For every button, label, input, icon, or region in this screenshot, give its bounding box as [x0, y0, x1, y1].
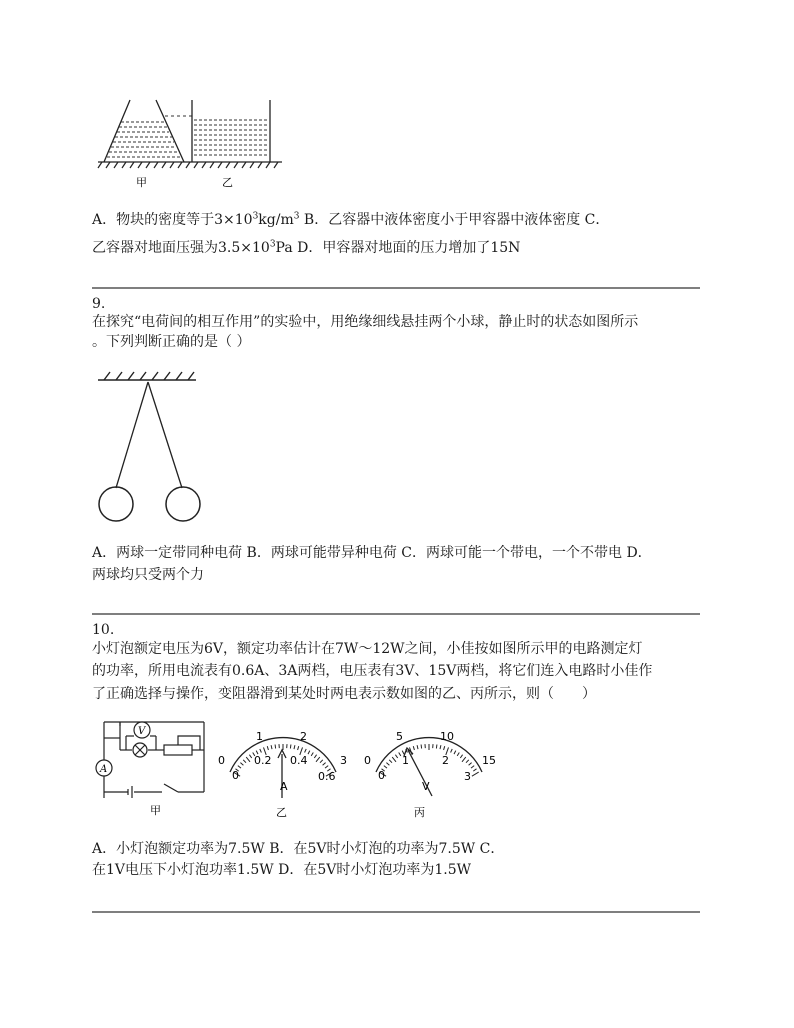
- container-right: [192, 100, 270, 162]
- amm-bottom-0: 0: [232, 769, 239, 782]
- q8-option-c: 乙容器对地面压强为3.5×10: [92, 240, 270, 256]
- dial-tick: [440, 745, 441, 749]
- ball-right: [166, 487, 200, 521]
- dial-tick: [249, 755, 251, 758]
- dial-tick: [308, 751, 310, 755]
- dial-tick: [436, 745, 437, 749]
- amm-bottom-2: 0.4: [290, 754, 308, 767]
- dial-tick: [240, 763, 243, 766]
- dial-tick: [395, 755, 397, 758]
- dial-tick: [454, 751, 456, 755]
- dial-tick: [469, 763, 472, 766]
- amm-top-1: 1: [256, 730, 263, 743]
- dial-tick: [421, 745, 422, 749]
- dial-tick: [460, 755, 462, 758]
- dial-tick: [323, 763, 326, 766]
- amm-top-3: 3: [340, 754, 347, 767]
- volt-top-2: 10: [440, 730, 454, 743]
- container-left: [104, 100, 184, 162]
- amm-top-0: 0: [218, 754, 225, 767]
- q8-option-c-unit-d: Pa D．甲容器对地面的压力增加了15N: [275, 240, 521, 256]
- dial-tick: [320, 760, 323, 763]
- q10-stem-line1: 小灯泡额定电压为6V，额定功率估计在7W～12W之间，小佳按如图所示甲的电路测定灯: [92, 641, 643, 657]
- dial-tick: [316, 757, 320, 762]
- svg-text:A: A: [100, 764, 108, 775]
- q8-a-sup: 3: [252, 211, 259, 222]
- q9-number: 9.: [92, 296, 106, 312]
- svg-text:V: V: [138, 726, 146, 737]
- dial-tick: [457, 753, 459, 756]
- voltmeter-dial: [358, 724, 498, 820]
- dial-tick: [471, 766, 474, 769]
- label-circuit: 甲: [150, 804, 161, 817]
- dial-tick: [275, 745, 276, 749]
- ceiling: [98, 372, 196, 380]
- dial-tick: [386, 763, 389, 766]
- label-yi: 乙: [222, 176, 233, 189]
- dial-tick: [314, 755, 316, 758]
- dial-tick: [399, 753, 401, 756]
- q8-options-line1: [92, 207, 609, 233]
- amm-bottom-1: 0.2: [254, 754, 272, 767]
- label-ammeter: 乙: [276, 806, 287, 819]
- thread-right: [148, 382, 182, 488]
- q9-options-line2: 两球均只受两个力: [92, 567, 204, 583]
- dial-tick: [466, 760, 469, 763]
- ground: [98, 162, 282, 168]
- dial-tick: [267, 746, 268, 750]
- ball-left: [99, 487, 133, 521]
- dial-tick: [246, 757, 250, 762]
- q8-a-unit-sup: 3: [293, 211, 300, 222]
- dial-tick: [305, 749, 307, 753]
- dial-tick: [392, 757, 396, 762]
- container-figure: [96, 96, 286, 196]
- liquid-right: [194, 120, 268, 155]
- volt-bottom-3: 3: [464, 770, 471, 783]
- divider-3: [92, 911, 700, 913]
- switch: [164, 784, 178, 792]
- dial-tick: [413, 746, 414, 750]
- volt-bottom-2: 2: [442, 754, 449, 767]
- lamp-icon: [133, 743, 147, 757]
- dial-tick: [243, 760, 246, 763]
- q10-options-line2: 在1V电压下小灯泡功率1.5W D．在5V时小灯泡功率为1.5W: [92, 862, 472, 878]
- dial-tick: [472, 772, 479, 776]
- volt-top-1: 5: [396, 730, 403, 743]
- q9-options-line1: A．两球一定带同种电荷 B．两球可能带异种电荷 C．两球可能一个带电，一个不带电 D．: [92, 545, 652, 561]
- volt-bottom-1: 1: [402, 754, 409, 767]
- amm-top-2: 2: [300, 730, 307, 743]
- q10-stem-line3: 了正确选择与操作，变阻器滑到某处时两电表示数如图的乙、丙所示，则（ ）: [92, 686, 596, 702]
- dial-tick: [260, 749, 262, 753]
- dial-tick: [473, 769, 476, 771]
- ammeter-symbol: [96, 760, 112, 776]
- amm-bottom-3: 0.6: [318, 770, 336, 783]
- q8-c-sup: 3: [269, 239, 276, 250]
- label-voltmeter: 丙: [414, 806, 425, 819]
- divider-2: [92, 613, 700, 615]
- volt-top-3: 15: [482, 754, 496, 767]
- dial-tick: [389, 760, 392, 763]
- q8-options-line2: [92, 235, 520, 261]
- dial-tick: [298, 746, 299, 750]
- volt-top-0: 0: [364, 754, 371, 767]
- q10-stem-line2: 的功率，所用电流表有0.6A、3A两档，电压表有3V、15V两档，将它们连入电路时小佳作: [92, 663, 653, 679]
- dial-tick: [444, 746, 445, 750]
- dial-tick: [294, 745, 295, 749]
- circuit-figure: [92, 716, 214, 820]
- dial-tick: [311, 753, 313, 756]
- ammeter-unit: A: [280, 780, 288, 793]
- dial-tick: [451, 749, 453, 753]
- q8-option-a: A．物块的密度等于3×10: [92, 212, 253, 228]
- dial-tick: [271, 745, 272, 749]
- q10-options-line1: A．小灯泡额定功率为7.5W B．在5V时小灯泡的功率为7.5W C．: [92, 841, 505, 857]
- voltmeter-unit: V: [422, 780, 430, 793]
- dial-tick: [290, 745, 291, 749]
- voltmeter-arc: [376, 738, 482, 772]
- dial-tick: [462, 757, 466, 762]
- divider-1: [92, 287, 700, 289]
- rheostat: [164, 745, 192, 755]
- q8-option-b: B．乙容器中液体密度小于甲容器中液体密度 C．: [299, 212, 610, 228]
- dial-tick: [384, 766, 387, 769]
- q9-stem-line1: 在探究“电荷间的相互作用”的实验中，用绝缘细线悬挂两个小球，静止时的状态如图所示: [92, 314, 639, 330]
- ammeter-dial: [212, 724, 352, 820]
- thread-left: [116, 382, 148, 488]
- voltmeter-symbol: [134, 722, 150, 738]
- label-jia: 甲: [136, 176, 147, 189]
- dial-tick: [238, 766, 241, 769]
- pendulum-figure: [94, 368, 224, 530]
- q9-stem-line2: 。下列判断正确的是（ ）: [92, 334, 251, 350]
- q8-a-unit: kg/m: [258, 212, 294, 228]
- ammeter-arc: [230, 738, 336, 772]
- volt-bottom-0: 0: [378, 769, 385, 782]
- dial-tick: [417, 745, 418, 749]
- q10-number: 10.: [92, 622, 115, 638]
- dial-tick: [325, 766, 328, 769]
